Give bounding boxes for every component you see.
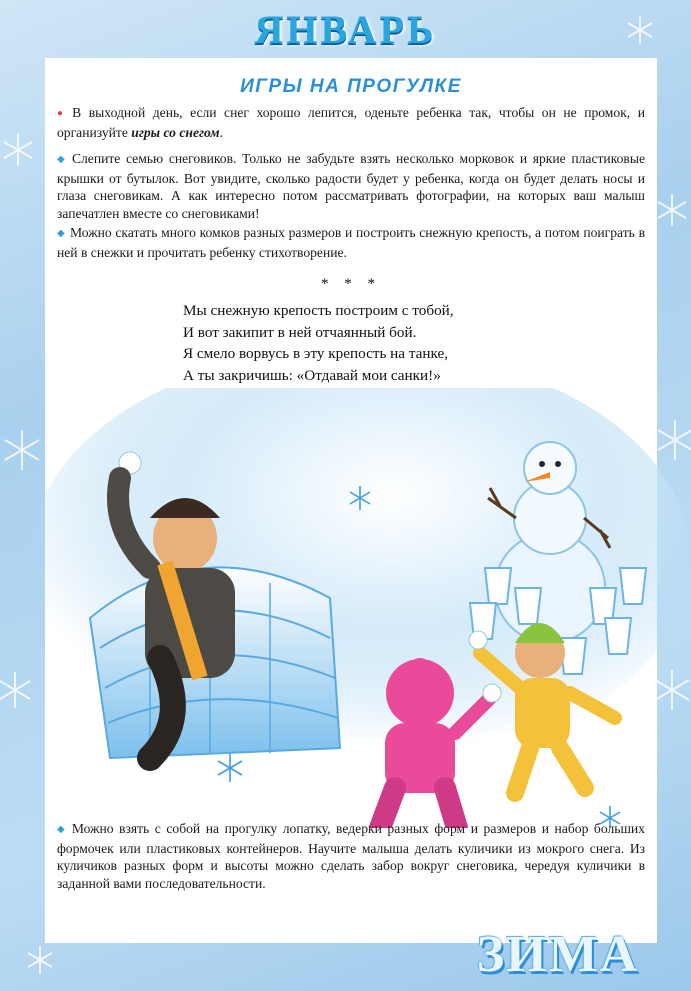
month-heading: ЯНВАРЬ xyxy=(254,7,437,52)
winter-play-illustration xyxy=(0,388,691,828)
season-footer: ЗИМА xyxy=(476,926,640,983)
emphasis-text: игры со снегом xyxy=(131,124,220,140)
snowflake-icon xyxy=(218,754,242,782)
paragraph-fortress: ◆ Можно скатать много комков разных размеров и построить снежную крепость, а потом поиграть в ней в снежки и прочитать ребенку стихотворение. xyxy=(57,225,645,260)
poem-line: И вот закипит в ней отчаянный бой. xyxy=(183,323,417,341)
poem-line: А ты закричишь: «Отдавай мои санки!» xyxy=(183,366,441,384)
bullet-blue-icon: ◆ xyxy=(57,154,67,165)
paragraph-snowmen: ◆ Слепите семью снеговиков. Только не забудьте взять несколько морковок и яркие пластиковые крышки от бутылок. Вот увидите, сколько радости будет у ребенка, когда он будет делать носы и глаза снеговикам. А как интересно потом рассматривать фотографии, на которых ваш малыш запечатлен вместе со снеговиками! xyxy=(57,151,645,221)
bullet-blue-icon: ◆ xyxy=(57,228,66,239)
paragraph-shovel: ◆ Можно взять с собой на прогулку лопатку, ведерки разных форм и размеров и набор больших формочек или пластиковых контейнеров. Научите малыша делать куличики из мокрого снега. Из куличиков разных форм и высоты можно сделать забор вокруг снеговика, чередуя куличики в заданной вами последовательности. xyxy=(57,821,645,891)
snowflake-icon xyxy=(658,194,686,226)
bullet-red-icon: ● xyxy=(57,108,68,119)
snowflake-icon xyxy=(28,946,52,974)
poem-separator: * * * xyxy=(321,276,381,292)
snowflake-icon xyxy=(4,134,32,166)
paragraph-intro: ● В выходной день, если снег хорошо лепится, оденьте ребенка так, чтобы он не промок, и организуйте игры со снегом. xyxy=(57,105,645,140)
bullet-blue-icon: ◆ xyxy=(57,824,67,835)
content-page xyxy=(45,58,657,943)
poem-line: Мы снежную крепость построим с тобой, xyxy=(183,302,454,319)
section-title: ИГРЫ НА ПРОГУЛКЕ xyxy=(240,76,462,97)
poem-line: Я смело ворвусь в эту крепость на танке, xyxy=(183,345,449,362)
poem xyxy=(183,300,563,386)
